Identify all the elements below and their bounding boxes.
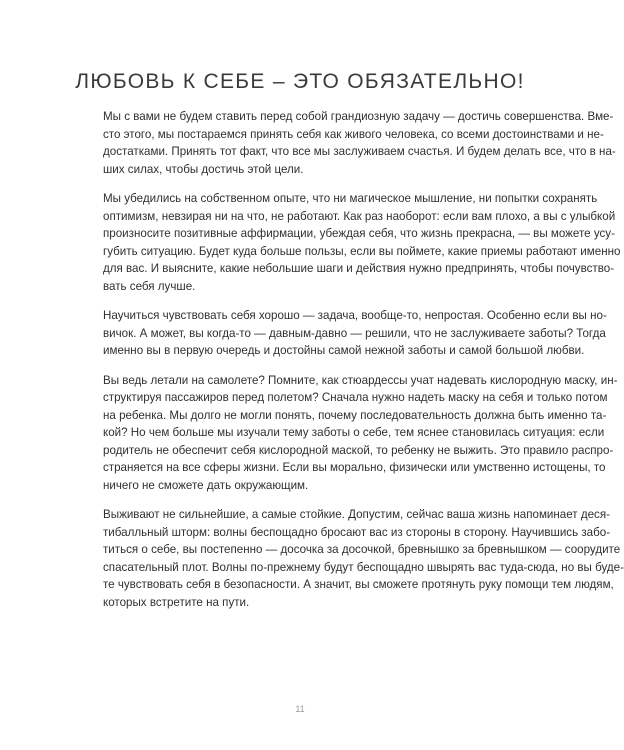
- text-line: вать себя лучше.: [103, 279, 196, 293]
- text-line: Вы ведь летали на самолете? Помните, как стюардессы учат надевать кислородную маску, ин-: [103, 373, 618, 387]
- text-line: именно вы в первую очередь и достойны самой нежной заботы и самой большой любви.: [103, 344, 585, 357]
- text-line: оптимизм, невзирая ни на что, не работают. Как раз наоборот: если вам плохо, а вы с улыбкой: [103, 209, 616, 223]
- text-line: спасательный плот. Волны по-прежнему будут беспощадно швырять вас туда-сюда, но вы буде-: [103, 560, 624, 574]
- text-line: страняется на все сферы жизни. Если вы морально, физически или умственно истощены, то: [103, 461, 606, 474]
- text-line: для вас. И выясните, какие небольшие шаги и действия нужно предпринять, чтобы почувство-: [103, 262, 615, 275]
- text-line: те чувствовать себя в безопасности. А значит, вы сможете протянуть руку помощи тем людям,: [103, 578, 614, 591]
- chapter-title: ЛЮБОВЬ К СЕБЕ – ЭТО ОБЯЗАТЕЛЬНО!: [75, 70, 525, 93]
- text-line: сто этого, мы постараемся принять себя как живого человека, со всеми достоинствами и не-: [103, 127, 604, 141]
- text-line: на ребенка. Мы долго не могли понять, почему последовательность должна быть именно та-: [103, 408, 607, 422]
- paragraph-1: [103, 108, 616, 178]
- paragraph-5: [103, 506, 624, 611]
- text-line: губить ситуацию. Будет куда больше пользы, если вы поймете, какие приемы работают именно: [103, 244, 621, 258]
- text-line: Научиться чувствовать себя хорошо — задача, вообще-то, непростая. Особенно если вы но-: [103, 309, 607, 322]
- text-line: вичок. А может, вы когда-то — давным-давно — решили, что не заслуживаете заботы? Тогда: [103, 326, 606, 340]
- text-line: Мы с вами не будем ставить перед собой грандиозную задачу — достичь совершенства. Вме-: [103, 110, 614, 123]
- page-number: 11: [295, 704, 305, 714]
- text-line: родитель не обеспечит себя кислородной маской, то ребенку не выжить. Это правило распро-: [103, 443, 614, 457]
- body-text: [103, 108, 624, 623]
- text-line: Выживают не сильнейшие, а самые стойкие. Допустим, сейчас ваша жизнь напоминает деся-: [103, 508, 610, 521]
- text-line: которых встретите на пути.: [103, 595, 250, 609]
- paragraph-2: [103, 190, 621, 295]
- paragraph-4: [103, 372, 618, 495]
- text-line: ших силах, чтобы достичь этой цели.: [103, 162, 304, 176]
- text-line: структируя пассажиров перед полетом? Сначала нужно надеть маску на себя и только потом: [103, 391, 608, 404]
- text-line: ничего не сможете дать окружающим.: [103, 478, 309, 492]
- text-line: достатками. Принять тот факт, что все мы заслуживаем счастья. И будем делать все, что в на-: [103, 145, 616, 158]
- text-line: произносите позитивные аффирмации, убеждая себя, что жизнь прекрасна, — вы можете усу-: [103, 227, 615, 240]
- text-line: тибалльный шторм: волны беспощадно бросают вас из стороны в сторону. Научившись забо-: [103, 525, 611, 539]
- paragraph-3: [103, 307, 607, 360]
- text-line: Мы убедились на собственном опыте, что ни магическое мышление, ни попытки сохранять: [103, 192, 598, 205]
- text-line: кой? Но чем больше мы изучали тему заботы о себе, тем яснее становилась ситуация: если: [103, 426, 605, 439]
- text-line: титься о себе, вы постепенно — досочка за досочкой, бревнышко за бревнышком — соорудите: [103, 543, 621, 556]
